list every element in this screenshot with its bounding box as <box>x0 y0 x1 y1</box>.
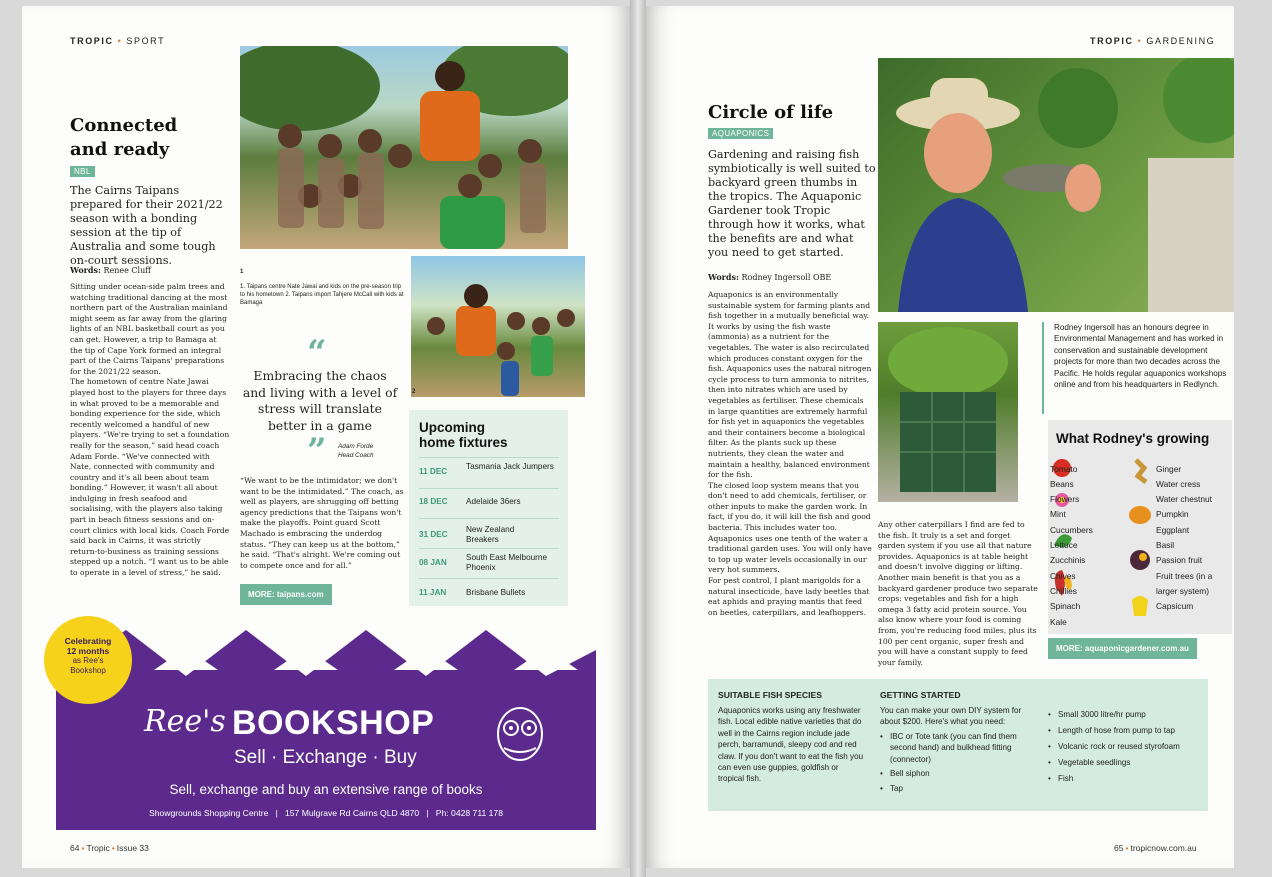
quote-close-icon: ” <box>307 431 327 471</box>
left-body-col1: Sitting under ocean-side palm trees and watching traditional dancing at the most northern part of the Australian mainland might seem as far away from the glaring lights of an NBL basketball court as you can get. However, a trip to Bamaga at the tip of Cape York formed an integral part of the Cairns Taipans' preparations for the 2021/22 season. The hometown of centre Nate Jawai played host to the players for three days in what proved to be a memorable and bonding experience for the side, which recently welcomed a handful of new players. “We're trying to set a foundation really for the season,” said head coach Adam Forde. “We've connected with Nate, connected with community and country and it's all been about team bonding.” However, it wasn't all about indulging in fresh seafood and socialising, with the players also taking part in beach fitness sessions and on-court clinics with local kids. Coach Forde said back in Cairns, it was strictly return-to-business as training sessions stepped up a notch. “I want us to be able to operate in a level of stress,” he said. <box>70 282 230 578</box>
list-item: • IBC or Tote tank (you can find them second hand) and bulkhead fitting (connector) <box>880 732 1017 764</box>
left-body-col2: “We want to be the intimidator; we don't want to be the intimidated.” The coach, as well as players, are shrugging off betting agency predictions that the Taipans won't make the playoffs. Point guard Scott Machado is embracing the underdog status. “They can keep us at the bottom,” he said. “That's alright. We're coming out to compete once and for all.” <box>240 476 404 570</box>
produce-item: Water cress <box>1156 479 1201 489</box>
produce-item: Water chestnut <box>1156 494 1213 504</box>
whats-growing-box <box>1048 420 1232 634</box>
team-photo-bamaga <box>240 46 568 249</box>
right-page <box>646 6 1234 868</box>
left-kicker: TROPIC • SPORT <box>70 36 166 46</box>
list-item: • Fish <box>1048 773 1074 783</box>
produce-item: Chillies <box>1050 586 1077 596</box>
fixture-row: 18 DEC Adelaide 36ers <box>419 488 559 516</box>
team-photo-illustration <box>240 46 568 249</box>
left-folio: 64 • Tropic • Issue 33 <box>70 843 149 853</box>
mccall-photo-illustration <box>411 256 587 399</box>
aquaponics-tag: AQUAPONICS <box>708 128 773 139</box>
page-gutter <box>630 0 646 877</box>
fish-species-heading: SUITABLE FISH SPECIES <box>718 690 822 700</box>
getting-started-list1 <box>880 731 1040 794</box>
author-bio: Rodney Ingersoll has an honours degree in Environmental Management and has worked in conservation and sustainable development projects for more than two decades across the Pacific. He holds regular aquaponics workshops online and from his headquarters in Redlynch. <box>1042 322 1232 414</box>
produce-item: Pumpkin <box>1156 509 1189 519</box>
list-item: • Vegetable seedlings <box>1048 757 1131 767</box>
rodney-portrait-photo <box>878 58 1234 312</box>
right-article-title: Circle of life <box>708 102 834 123</box>
aquaponic-gardener-link[interactable]: MORE: aquaponicgardener.com.au <box>1048 638 1197 659</box>
right-kicker: TROPIC • GARDENING <box>1090 36 1216 46</box>
fixture-row: 11 JAN Brisbane Bullets <box>419 578 559 604</box>
pull-quote: Embracing the chaos and living with a level of stress will translate better in a game <box>242 368 398 433</box>
right-folio: 65 • tropicnow.com.au <box>1114 843 1197 853</box>
produce-item: Flowers <box>1050 494 1080 504</box>
produce-item: Chives <box>1050 571 1076 581</box>
right-body-col2: Any other caterpillars I find are fed to the fish. It truly is a set and forget garden system if you use all that nature provides. Aquaponics is at table height and doesn't involve digging or lifting. Another main benefit is that you as a backyard gardener produce two separate crops: vegetables and fish for a high omega 3 fatty acid protein source. You also know where your food is coming from, you're reducing food miles, plus its 100 per cent organic, super fresh and you will have a constant supply to feed your family. <box>878 520 1038 667</box>
left-byline: Words: Renee Cluff <box>70 265 151 275</box>
produce-item: larger system) <box>1156 586 1210 596</box>
rodney-photo-illustration <box>878 58 1234 312</box>
ad-roof-pattern <box>56 630 596 690</box>
fixture-row: 11 DEC Tasmania Jack Jumpers <box>419 457 559 485</box>
right-byline: Words: Rodney Ingersoll OBE <box>708 272 832 282</box>
produce-item: Beans <box>1050 479 1074 489</box>
nbl-tag: NBL <box>70 166 95 177</box>
getting-started-list2 <box>1048 709 1206 784</box>
tank-photo-illustration <box>878 322 1018 502</box>
photo-caption: 1. Taipans centre Nate Jawai and kids on the pre-season trip to his hometown 2. Taipans import Tahjere McCall with kids at Bamaga <box>240 284 404 306</box>
right-body-col1: Aquaponics is an environmentally sustainable system for farming plants and fish together in a mutually beneficial way. It works by using the fish waste (ammonia) as a nutrient for the vegetables. The water is also recirculated which produces constant oxygen for the fish. Aquaponics uses the natural nitrogen cycle process to turn ammonia to nitrites, then into nitrates which are used by vegetables as fertiliser. These chemicals in large quantities are extremely harmful for fish yet in aquaponics the vegetables and their containers become a biological filter. As the plants suck up these nutrients, they clean the water and maintain a healthy, balanced environment for the fish. The closed loop system means that you don't need to add chemicals, fertiliser, or other inputs to make the garden work. In fact, if you do, it will kill the fish and good bacteria. This includes water too. Aquaponics uses one tenth of the water a traditional garden uses. You will only have to top up water levels occasionally in our very hot summers. For pest control, I plant marigolds for a natural insecticide, have lady beetles that eat aphids and praying mantis that feed on beetles, caterpillars, and leafhoppers. <box>708 290 872 617</box>
celebration-badge: Celebrating 12 months as Ree's Bookshop <box>44 616 132 704</box>
produce-item: Capsicum <box>1156 601 1194 611</box>
produce-item: Basil <box>1156 540 1175 550</box>
produce-item: Spinach <box>1050 601 1081 611</box>
fixture-row: 08 JAN South East Melbourne Phoenix <box>419 548 559 578</box>
fish-species-text: Aquaponics works using any freshwater fish. Local edible native varieties that do well in the Cairns region include jade perch, barramundi, sleepy cod and red claw. If you don't want to eat the fish you can even use guppies, goldfish or tropical fish. <box>718 706 864 784</box>
right-intro: Gardening and raising fish symbiotically is well suited to backyard green thumbs in the tropics. The Aquaponic Gardener took Tropic through how it works, what the benefits are and what you need to get started. <box>708 148 876 259</box>
produce-item: Tomato <box>1050 464 1078 474</box>
left-page <box>22 6 630 868</box>
quote-attribution: Adam Forde Head Coach <box>338 443 374 459</box>
bookshop-ad[interactable] <box>56 630 596 830</box>
quote-open-icon: “ <box>307 333 327 373</box>
produce-item: Eggplant <box>1156 525 1190 535</box>
list-item: • Length of hose from pump to tap <box>1048 725 1175 735</box>
list-item: • Tap <box>880 783 904 793</box>
taipans-link[interactable]: MORE: taipans.com <box>240 584 332 605</box>
list-item: • Bell siphon <box>880 769 930 779</box>
left-intro: The Cairns Taipans prepared for their 2021/22 season with a bonding session at the tip of Australia and some tough on-court sessions. <box>70 184 223 267</box>
list-item: • Volcanic rock or reused styrofoam <box>1048 741 1180 751</box>
owl-logo-icon <box>492 704 548 764</box>
left-article-title: Connected and ready <box>70 115 178 160</box>
aquaponics-tank-photo <box>878 322 1018 502</box>
photo2-number: 2 <box>412 389 416 395</box>
info-box <box>708 679 1208 811</box>
getting-started-heading: GETTING STARTED <box>880 690 961 700</box>
getting-started-intro: You can make your own DIY system for about $200. Here's what you need: <box>880 706 1022 727</box>
photo1-number: 1 <box>240 269 244 275</box>
ad-tagline: Sell, exchange and buy an extensive range of books <box>169 782 483 797</box>
produce-item: Lettuce <box>1050 540 1078 550</box>
ad-address: Showgrounds Shopping Centre | 157 Mulgrave Rd Cairns QLD 4870 | Ph: 0428 711 178 <box>148 808 503 818</box>
list-item: • Small 3000 litre/hr pump <box>1048 710 1146 719</box>
produce-item: Passion fruit <box>1156 555 1203 565</box>
growing-title: What Rodney's growing <box>1056 431 1210 446</box>
ad-brand-word: BOOKSHOP <box>232 704 435 742</box>
produce-item: Fruit trees (in a <box>1156 571 1213 581</box>
ad-slogan: Sell · Exchange · Buy <box>234 747 417 768</box>
produce-item: Cucumbers <box>1050 525 1093 535</box>
produce-item: Mint <box>1050 509 1066 519</box>
fixtures-title: Upcoming home fixtures <box>419 420 508 450</box>
produce-item: Kale <box>1050 617 1067 627</box>
fixture-row: 31 DEC New Zealand Breakers <box>419 518 559 548</box>
ad-brand-script: Ree's <box>144 704 226 739</box>
produce-item: Ginger <box>1156 464 1182 474</box>
produce-item: Zucchinis <box>1050 555 1086 565</box>
mccall-photo <box>409 254 587 399</box>
fixtures-box <box>409 410 568 606</box>
